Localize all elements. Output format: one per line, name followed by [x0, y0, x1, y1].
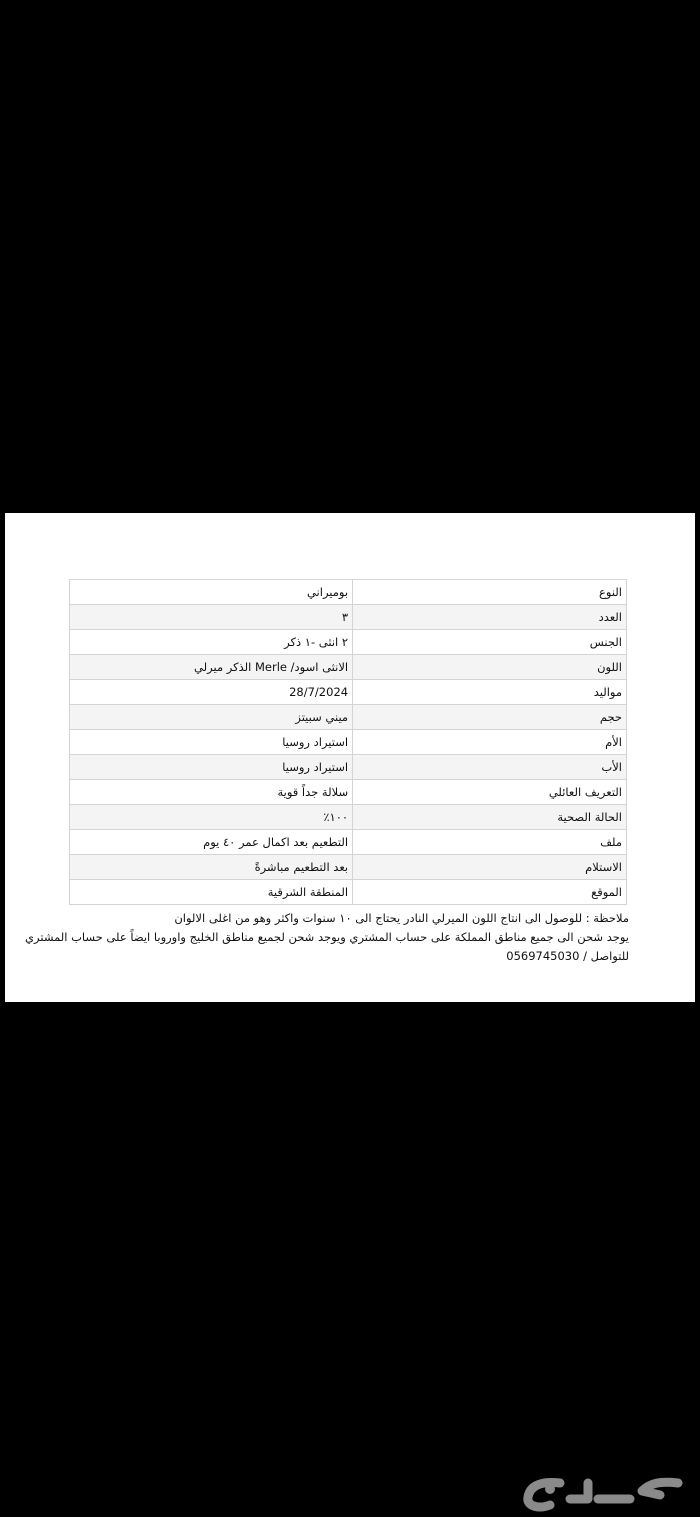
info-table — [69, 579, 627, 905]
row-value: استيراد روسيا — [70, 730, 353, 755]
row-label: الأب — [353, 755, 627, 780]
table-row — [70, 830, 627, 855]
row-label: الموقع — [353, 880, 627, 905]
row-value: 28/7/2024 — [70, 680, 353, 705]
table-row — [70, 705, 627, 730]
row-label: مواليد — [353, 680, 627, 705]
row-value: بوميراني — [70, 580, 353, 605]
row-value: استيراد روسيا — [70, 755, 353, 780]
document-page — [5, 513, 695, 1002]
row-value: ميني سبيتز — [70, 705, 353, 730]
row-value: المنطقة الشرقية — [70, 880, 353, 905]
row-value: سلالة جداً قوية — [70, 780, 353, 805]
row-label: الجنس — [353, 630, 627, 655]
row-value: الانثى اسود/ Merle الذكر ميرلي — [70, 655, 353, 680]
table-row — [70, 680, 627, 705]
row-label: ملف — [353, 830, 627, 855]
table-row — [70, 755, 627, 780]
table-row — [70, 605, 627, 630]
table-row — [70, 855, 627, 880]
notes — [25, 909, 629, 966]
row-label: النوع — [353, 580, 627, 605]
row-value: ٢ انثى -١ ذكر — [70, 630, 353, 655]
haraj-logo-watermark — [510, 1465, 690, 1513]
table-row — [70, 780, 627, 805]
table-row — [70, 805, 627, 830]
haraj-logo-icon — [510, 1465, 690, 1513]
row-label: حجم — [353, 705, 627, 730]
table-row — [70, 730, 627, 755]
row-label: التعريف العائلي — [353, 780, 627, 805]
row-label: الحالة الصحية — [353, 805, 627, 830]
row-value: ١٠٠٪ — [70, 805, 353, 830]
row-value: بعد التطعيم مباشرةً — [70, 855, 353, 880]
note-line-2: يوجد شحن الى جميع مناطق المملكة على حساب المشتري ويوجد شحن لجميع مناطق الخليج واوروبا ايضاً على حساب المشتري — [25, 930, 629, 944]
row-label: العدد — [353, 605, 627, 630]
row-label: الأم — [353, 730, 627, 755]
row-label: اللون — [353, 655, 627, 680]
table-row — [70, 580, 627, 605]
note-line-1: ملاحظة : للوصول الى انتاج اللون الميرلي النادر يحتاج الى ١٠ سنوات واكثر وهو من اغلى الالوان — [174, 911, 629, 925]
table-row — [70, 880, 627, 905]
row-value: التطعيم بعد اكمال عمر ٤٠ يوم — [70, 830, 353, 855]
table-row — [70, 630, 627, 655]
row-label: الاستلام — [353, 855, 627, 880]
table-row — [70, 655, 627, 680]
row-value: ٣ — [70, 605, 353, 630]
contact-line: للتواصل / 0569745030 — [506, 949, 629, 963]
